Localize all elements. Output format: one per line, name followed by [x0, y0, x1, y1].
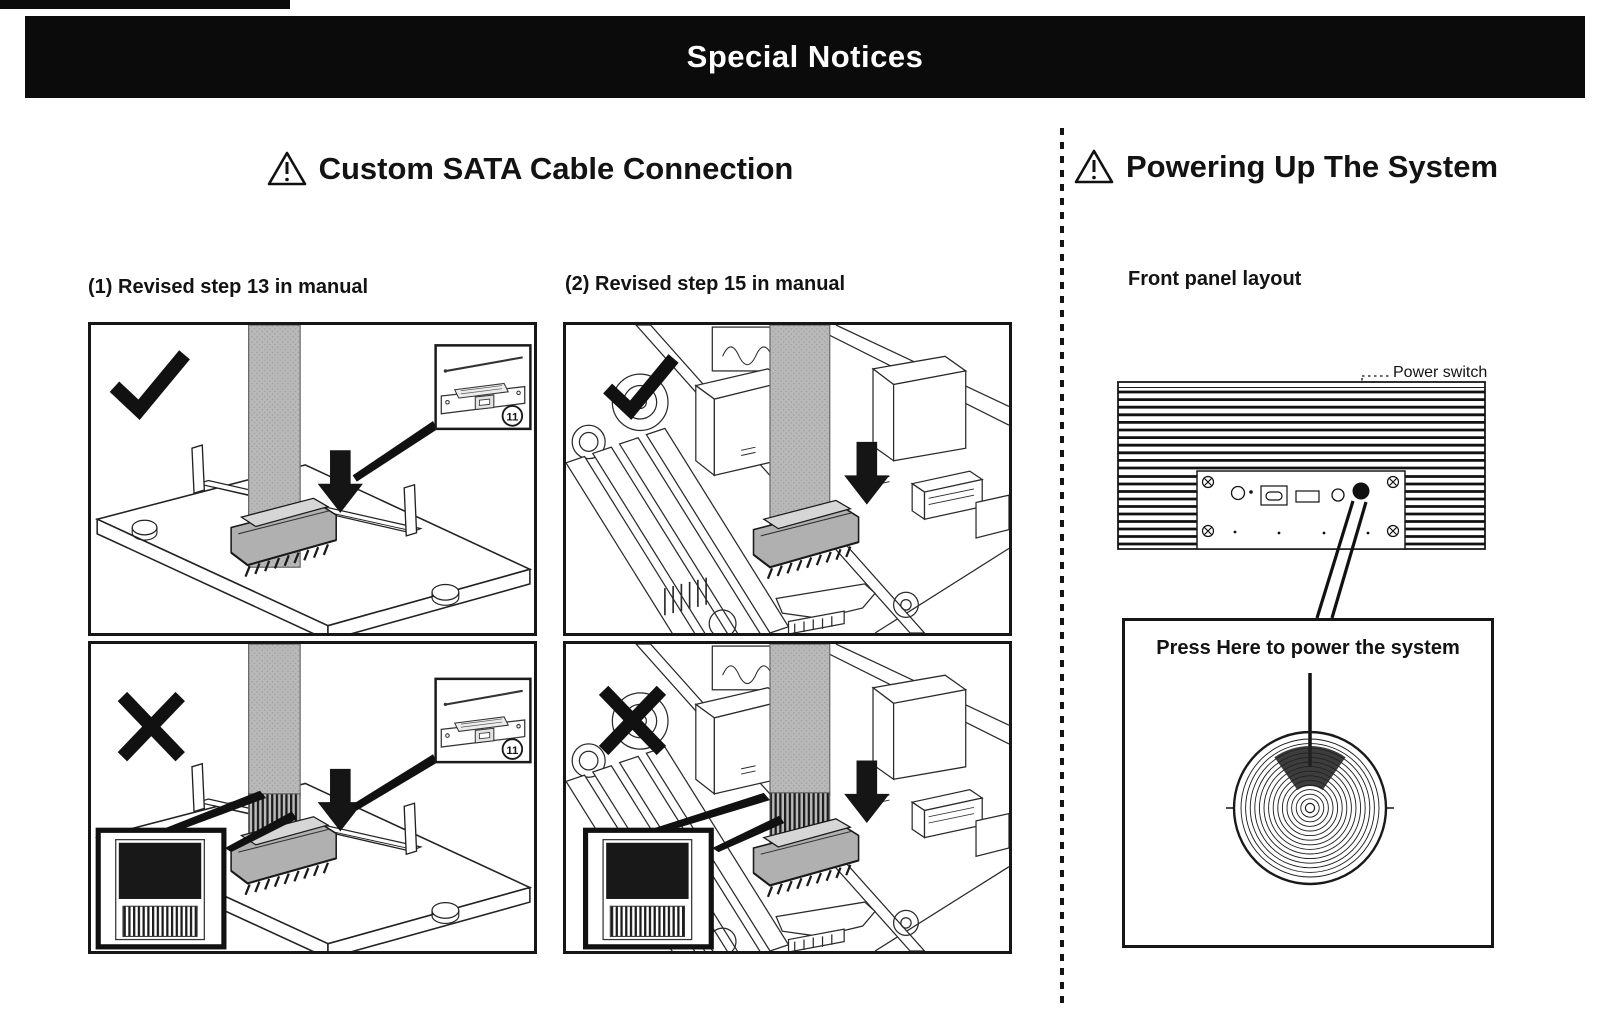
figure2-wrong-illustration: [566, 644, 1009, 951]
sata-section-header: [230, 150, 830, 188]
figure1-wrong-panel: [88, 641, 537, 954]
page-top-rule: [0, 0, 290, 9]
section-divider: [1060, 128, 1064, 1010]
sata-connector-drawing: [754, 500, 859, 578]
power-section-header: [1062, 148, 1510, 186]
power-button-detail-box: [1122, 618, 1494, 948]
figure1-correct-panel: [88, 322, 537, 636]
cable-end-inset: [586, 830, 712, 947]
sata-section-title: Custom SATA Cable Connection: [318, 151, 794, 186]
warning-triangle-icon: [267, 150, 307, 188]
cross-icon: [122, 697, 180, 757]
figure2-caption: (2) Revised step 15 in manual: [565, 273, 846, 295]
inset-leader-line: [353, 754, 437, 810]
ribbon-cable: [770, 644, 830, 795]
cable-end-inset: [98, 830, 224, 947]
check-icon: [114, 355, 184, 410]
inset-leader-line: [353, 421, 437, 482]
press-here-label: Press Here to power the system: [1156, 637, 1460, 659]
figure2-correct-illustration: [566, 325, 1009, 633]
sata-connector-drawing: [754, 819, 859, 897]
check-icon: [608, 358, 674, 410]
ribbon-cable: [770, 325, 830, 532]
figure1-correct-illustration: [91, 325, 534, 633]
power-switch-label: Power switch: [1393, 364, 1488, 381]
figure2-correct-panel: [563, 322, 1012, 636]
figure1-caption: (1) Revised step 13 in manual: [88, 276, 369, 298]
press-area-shading: [1274, 746, 1345, 790]
control-recess: [1197, 471, 1405, 549]
front-panel-caption: Front panel layout: [1128, 268, 1302, 290]
power-button-zoom-illustration: [1125, 621, 1490, 943]
banner-title: Special Notices: [686, 39, 924, 74]
step11-inset-number: 11: [506, 411, 519, 424]
power-button: [1353, 483, 1370, 500]
banner: [25, 16, 1585, 98]
led-dot: [1249, 490, 1253, 494]
power-section-title: Powering Up The System: [1125, 149, 1499, 184]
ribbon-cable: [249, 644, 301, 796]
figure1-wrong-illustration: [91, 644, 534, 951]
step11-inset-number: 11: [506, 744, 519, 757]
warning-triangle-icon: [1074, 148, 1114, 186]
front-panel-illustration: [1095, 345, 1495, 620]
figure2-wrong-panel: [563, 641, 1012, 954]
